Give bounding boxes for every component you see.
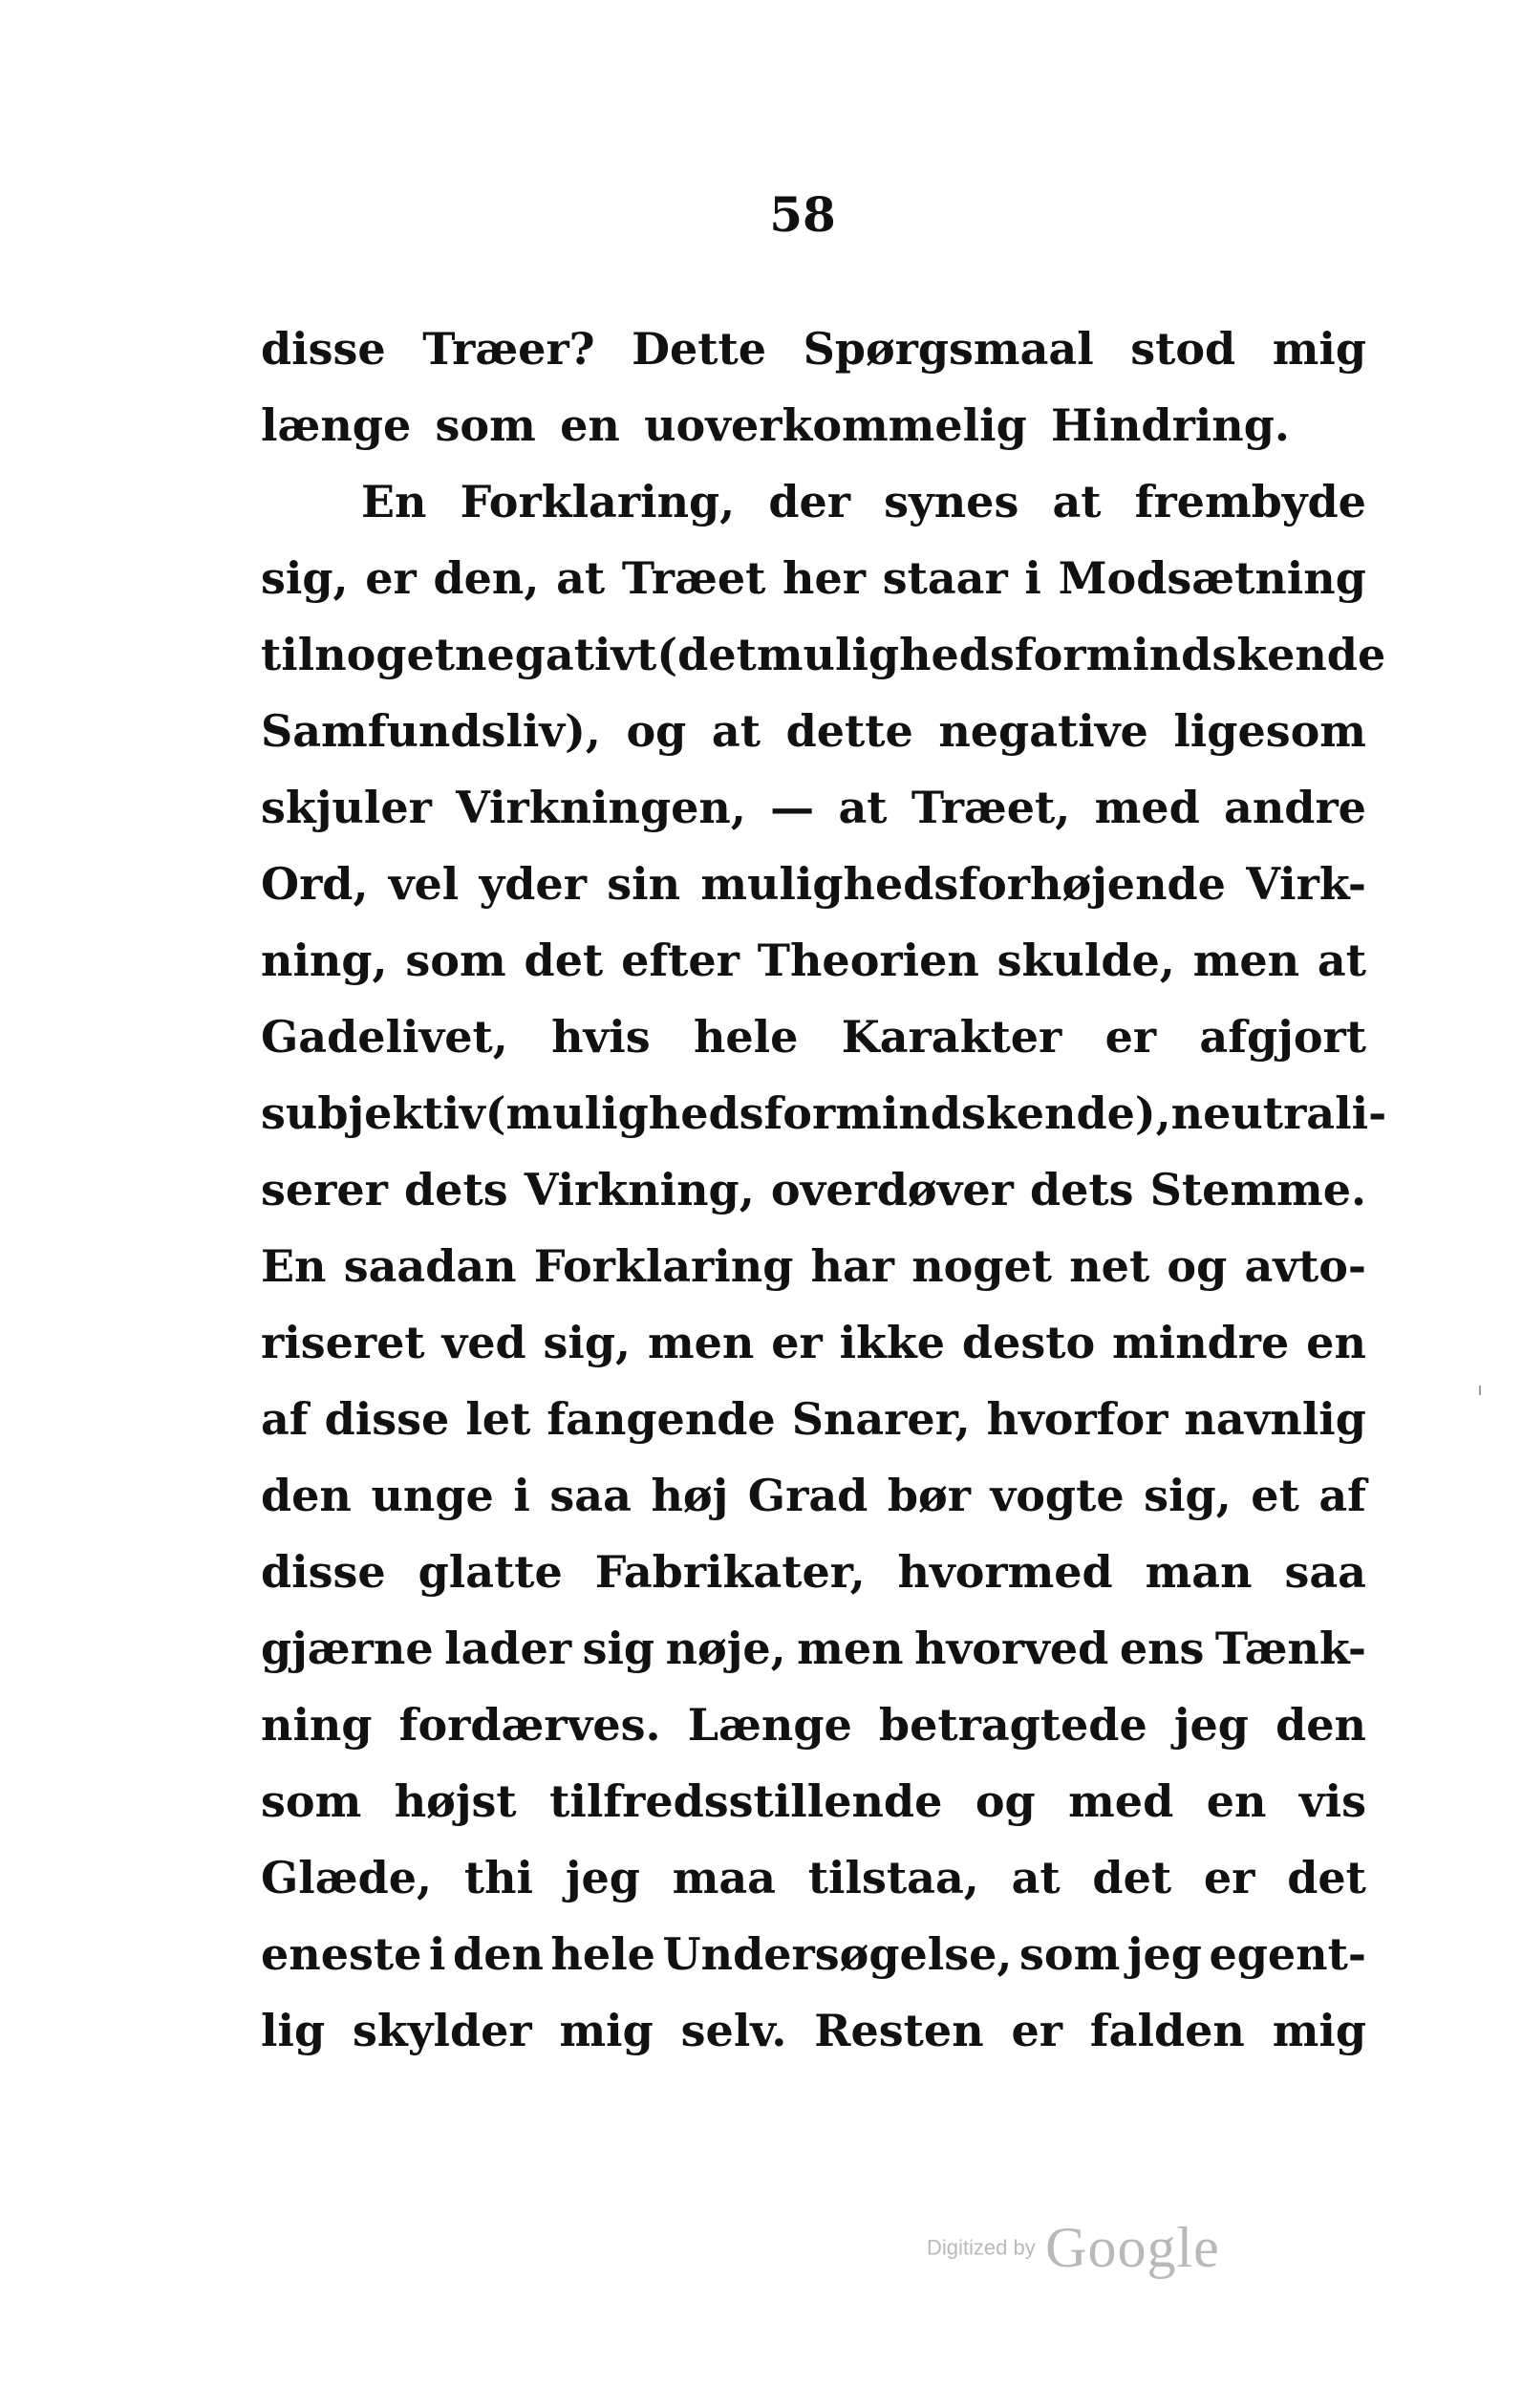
word: Theorien — [757, 935, 979, 986]
word: serer — [261, 1164, 388, 1215]
word: nøje, — [665, 1623, 786, 1674]
word: og — [975, 1775, 1036, 1827]
word: høj — [651, 1470, 729, 1521]
word: navnlig — [1184, 1393, 1366, 1445]
word: og — [1167, 1240, 1228, 1292]
text-line — [261, 1228, 1366, 1304]
word: det — [524, 935, 604, 986]
word: jeg — [1126, 1928, 1202, 1980]
word: Spørgsmaal — [803, 323, 1094, 375]
word: man — [1145, 1546, 1253, 1598]
word: dets — [1029, 1164, 1134, 1215]
body-text — [261, 311, 1387, 2069]
word: bør — [887, 1470, 971, 1521]
text-line — [261, 1534, 1366, 1610]
word: der — [768, 476, 850, 527]
text-line — [261, 1381, 1366, 1457]
word: Hindring. — [1051, 399, 1290, 451]
word: mig — [1272, 323, 1366, 375]
word: Træet — [621, 552, 766, 604]
word: Træer? — [422, 323, 595, 375]
word: gjærne — [261, 1623, 434, 1674]
word: en — [1206, 1775, 1267, 1827]
word: og — [626, 705, 687, 757]
text-line — [261, 1992, 1366, 2069]
text-line — [261, 1839, 1366, 1916]
word: let — [465, 1393, 531, 1445]
text-line — [261, 1610, 1366, 1687]
word: Samfundsliv), — [261, 705, 601, 757]
word: af — [261, 1393, 309, 1445]
word: tilfredsstillende — [549, 1775, 943, 1827]
word: ning, — [261, 935, 388, 986]
word: Resten — [814, 2005, 984, 2056]
word: selv. — [680, 2005, 787, 2056]
word: mig — [1272, 2005, 1366, 2056]
word: vogte — [990, 1470, 1125, 1521]
word: Grad — [747, 1470, 868, 1521]
word: af — [1318, 1470, 1366, 1521]
word: dets — [404, 1164, 508, 1215]
text-line — [261, 311, 1366, 387]
word: Stemme. — [1149, 1164, 1366, 1215]
word: mig — [559, 2005, 654, 2056]
word: synes — [884, 476, 1019, 527]
word: i — [513, 1470, 530, 1521]
word: vis — [1298, 1775, 1366, 1827]
word: hvis — [551, 1011, 651, 1063]
word: frembyde — [1134, 476, 1366, 527]
word: disse — [324, 1393, 450, 1445]
google-logo: Google — [1045, 2216, 1220, 2279]
word: ligesom — [1173, 705, 1366, 757]
text-line — [261, 1151, 1366, 1228]
word: fangende — [547, 1393, 776, 1445]
word: andre — [1224, 782, 1366, 833]
word: uoverkommelig — [644, 399, 1027, 451]
word: Modsætning — [1058, 552, 1366, 604]
word: at — [711, 705, 761, 757]
word: Fabrikater, — [594, 1546, 866, 1598]
word: den — [261, 1470, 352, 1521]
word: den — [453, 1928, 544, 1980]
word: mindre — [1112, 1317, 1290, 1368]
word: saa — [549, 1470, 632, 1521]
word: Snarer, — [791, 1393, 971, 1445]
word: det — [1092, 1852, 1172, 1903]
word: tilstaa, — [807, 1852, 979, 1903]
word: ved — [441, 1317, 526, 1368]
word: falden — [1089, 2005, 1245, 2056]
text-line — [261, 1763, 1366, 1839]
word: jeg — [565, 1852, 640, 1903]
text-line — [261, 387, 1366, 463]
word: sig, — [1144, 1470, 1232, 1521]
word: jeg — [1173, 1699, 1249, 1751]
word: mulighedsformindskende — [756, 629, 1386, 680]
watermark-prefix: Digitized by — [927, 2235, 1036, 2260]
text-line — [261, 846, 1366, 922]
word: sig, — [261, 552, 349, 604]
word: Undersøgelse, — [662, 1928, 1013, 1980]
word: den, — [433, 552, 540, 604]
word: er — [1104, 1011, 1157, 1063]
word: En — [361, 476, 427, 527]
word: disse — [261, 323, 386, 375]
word: Virk- — [1246, 858, 1366, 910]
word: men — [647, 1317, 755, 1368]
word: Forklaring, — [460, 476, 736, 527]
word: hvormed — [897, 1546, 1113, 1598]
word: sig, — [543, 1317, 632, 1368]
word: en — [1306, 1317, 1366, 1368]
word: negativt — [455, 629, 657, 680]
word: Gadelivet, — [261, 1011, 508, 1063]
word: — — [770, 782, 815, 833]
word: det — [1287, 1852, 1366, 1903]
word: at — [1052, 476, 1102, 527]
word: maa — [672, 1852, 776, 1903]
text-line — [261, 616, 1386, 693]
word: mulighedsforhøjende — [700, 858, 1226, 910]
word: at — [838, 782, 888, 833]
text-line — [261, 693, 1366, 769]
word: Virkning, — [524, 1164, 755, 1215]
word: Længe — [687, 1699, 852, 1751]
word: Ord, — [261, 858, 369, 910]
word: at — [1317, 935, 1366, 986]
word: hele — [550, 1928, 655, 1980]
text-line — [261, 1457, 1366, 1534]
word: vel — [388, 858, 460, 910]
word: dette — [785, 705, 913, 757]
word: staar — [882, 552, 1008, 604]
word: saadan — [343, 1240, 517, 1292]
word: hele — [693, 1011, 799, 1063]
word: at — [556, 552, 606, 604]
word: neutrali- — [1170, 1087, 1387, 1139]
word: lader — [444, 1623, 572, 1674]
word: til — [261, 629, 315, 680]
word: Dette — [632, 323, 767, 375]
word: ning — [261, 1699, 373, 1751]
page-number: 58 — [769, 186, 836, 243]
word: en — [560, 399, 620, 451]
word: noget — [911, 1240, 1053, 1292]
word: net — [1069, 1240, 1150, 1292]
digitized-watermark — [927, 2215, 1220, 2281]
scan-speck — [1479, 1386, 1481, 1395]
word: har — [810, 1240, 895, 1292]
word: er — [1203, 1852, 1255, 1903]
word: et — [1251, 1470, 1299, 1521]
word: ikke — [839, 1317, 946, 1368]
word: Virkningen, — [456, 782, 746, 833]
word: disse — [261, 1546, 386, 1598]
word: glatte — [418, 1546, 563, 1598]
word: med — [1094, 782, 1200, 833]
text-line — [261, 463, 1366, 540]
word: unge — [371, 1470, 494, 1521]
word: Tænk- — [1214, 1623, 1366, 1674]
word: er — [771, 1317, 823, 1368]
word: som — [261, 1775, 362, 1827]
text-line — [261, 922, 1366, 999]
word: skylder — [352, 2005, 532, 2056]
word: skulde, — [997, 935, 1175, 986]
text-line — [261, 1687, 1366, 1763]
word: riseret — [261, 1317, 425, 1368]
word: som — [1018, 1928, 1121, 1980]
word: hvorved — [914, 1623, 1109, 1674]
word: her — [782, 552, 866, 604]
word: er — [1011, 2005, 1063, 2056]
word: thi — [463, 1852, 534, 1903]
word: men — [1192, 935, 1300, 986]
word: (det — [656, 629, 757, 680]
word: men — [797, 1623, 904, 1674]
word: En — [261, 1240, 327, 1292]
word: at — [1011, 1852, 1061, 1903]
word: er — [365, 552, 417, 604]
word: (mulighedsformindskende), — [484, 1087, 1171, 1139]
word: subjektiv — [261, 1087, 485, 1139]
word: Træet, — [911, 782, 1071, 833]
word: som — [405, 935, 506, 986]
text-line — [261, 1916, 1366, 1992]
word: betragtede — [878, 1699, 1147, 1751]
text-line — [261, 540, 1366, 616]
word: Karakter — [841, 1011, 1062, 1063]
word: højst — [394, 1775, 517, 1827]
word: stod — [1130, 323, 1236, 375]
word: noget — [314, 629, 456, 680]
word: Glæde, — [261, 1852, 433, 1903]
word: fordærves. — [398, 1699, 661, 1751]
word: i — [428, 1928, 446, 1980]
word: den — [1275, 1699, 1366, 1751]
word: avto- — [1244, 1240, 1366, 1292]
word: som — [435, 399, 536, 451]
text-line — [261, 769, 1366, 846]
word: ens — [1119, 1623, 1205, 1674]
word: med — [1068, 1775, 1174, 1827]
word: eneste — [261, 1928, 422, 1980]
word: sig — [582, 1623, 655, 1674]
word: lig — [261, 2005, 326, 2056]
word: negative — [938, 705, 1148, 757]
word: skjuler — [261, 782, 432, 833]
word: desto — [961, 1317, 1096, 1368]
word: afgjort — [1199, 1011, 1366, 1063]
word: saa — [1284, 1546, 1366, 1598]
word: efter — [621, 935, 740, 986]
word: egent- — [1209, 1928, 1366, 1980]
word: yder — [479, 858, 587, 910]
word: sin — [607, 858, 681, 910]
word: hvorfor — [986, 1393, 1168, 1445]
text-line — [261, 1304, 1366, 1381]
text-line — [261, 1075, 1387, 1151]
word: i — [1024, 552, 1041, 604]
word: længe — [261, 399, 412, 451]
word: overdøver — [770, 1164, 1014, 1215]
word: Forklaring — [533, 1240, 794, 1292]
text-line — [261, 999, 1366, 1075]
